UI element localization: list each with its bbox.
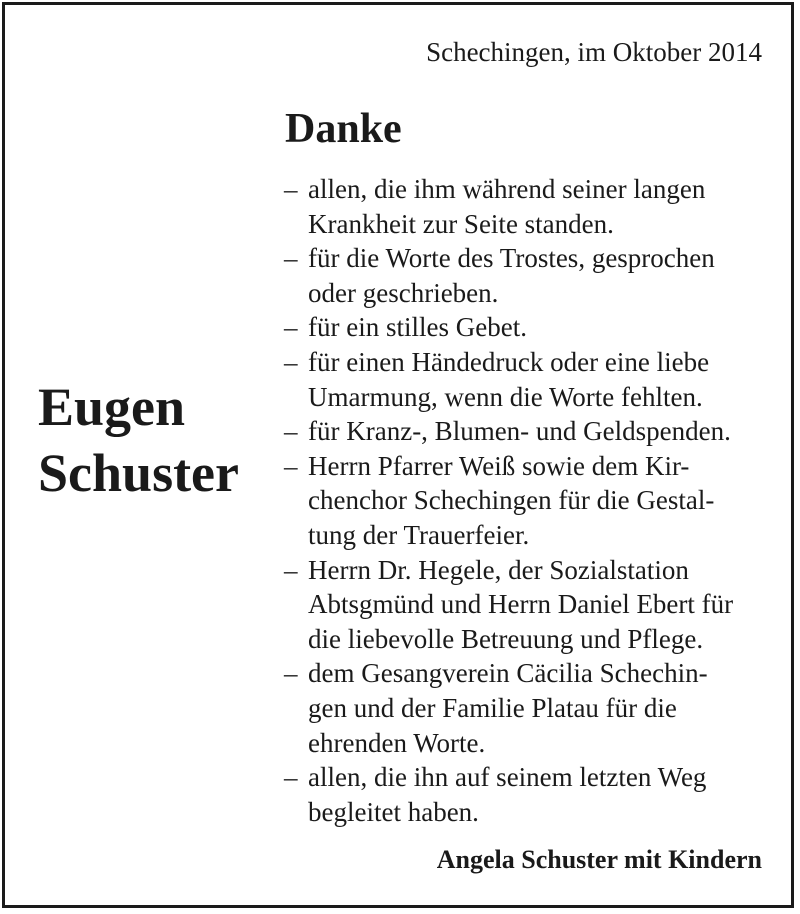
heading-danke: Danke	[285, 106, 402, 152]
thanks-line: Abtsgmünd und Herrn Daniel Ebert für	[308, 589, 734, 620]
deceased-last-name: Schuster	[38, 443, 239, 503]
thanks-line: die liebevolle Betreuung und Pflege.	[308, 623, 704, 654]
deceased-name	[38, 374, 239, 506]
thanks-line: ehrenden Worte.	[308, 727, 486, 758]
thanks-line: für Kranz-, Blumen- und Geldspenden.	[308, 416, 731, 447]
thanks-line: Herrn Pfarrer Weiß sowie dem Kir-	[308, 450, 690, 481]
dash-marker: –	[284, 762, 298, 793]
thanks-line: begleitet haben.	[308, 796, 479, 827]
thanks-item	[284, 310, 733, 345]
thanks-line: gen und der Familie Platau für die	[308, 692, 677, 723]
dash-marker: –	[284, 554, 298, 585]
thanks-line: chenchor Schechingen für die Gestal-	[308, 485, 715, 516]
dash-marker: –	[284, 346, 298, 377]
thanks-list	[284, 172, 733, 829]
dash-marker: –	[284, 416, 298, 447]
thanks-item	[284, 760, 733, 829]
thanks-line: oder geschrieben.	[308, 277, 499, 308]
thanks-line: Krankheit zur Seite standen.	[308, 208, 614, 239]
dash-marker: –	[284, 450, 298, 481]
thanks-item	[284, 656, 733, 760]
thanks-line: allen, die ihm während seiner langen	[308, 174, 706, 204]
thanks-item	[284, 345, 733, 414]
thanks-item	[284, 172, 733, 241]
signature: Angela Schuster mit Kindern	[436, 845, 762, 874]
thanks-line: Umarmung, wenn die Worte fehlten.	[308, 381, 703, 412]
thanks-line: tung der Trauerfeier.	[308, 519, 530, 550]
thanks-line: allen, die ihn auf seinem letzten Weg	[308, 762, 707, 793]
thanks-item	[284, 449, 733, 553]
thanks-line: dem Gesangverein Cäcilia Schechin-	[308, 658, 708, 689]
thanks-line: für einen Händedruck oder eine liebe	[308, 346, 710, 377]
thanks-line: Herrn Dr. Hegele, der Sozialstation	[308, 554, 689, 585]
dash-marker: –	[284, 243, 298, 274]
dash-marker: –	[284, 174, 298, 204]
thanks-item	[284, 414, 733, 449]
thanks-line: für die Worte des Trostes, gesprochen	[308, 243, 715, 274]
thanks-item	[284, 241, 733, 310]
thanks-item	[284, 553, 733, 657]
dash-marker: –	[284, 312, 298, 343]
deceased-first-name: Eugen	[38, 377, 186, 437]
place-date: Schechingen, im Oktober 2014	[426, 37, 762, 67]
dash-marker: –	[284, 658, 298, 689]
thanks-line: für ein stilles Gebet.	[308, 312, 527, 343]
